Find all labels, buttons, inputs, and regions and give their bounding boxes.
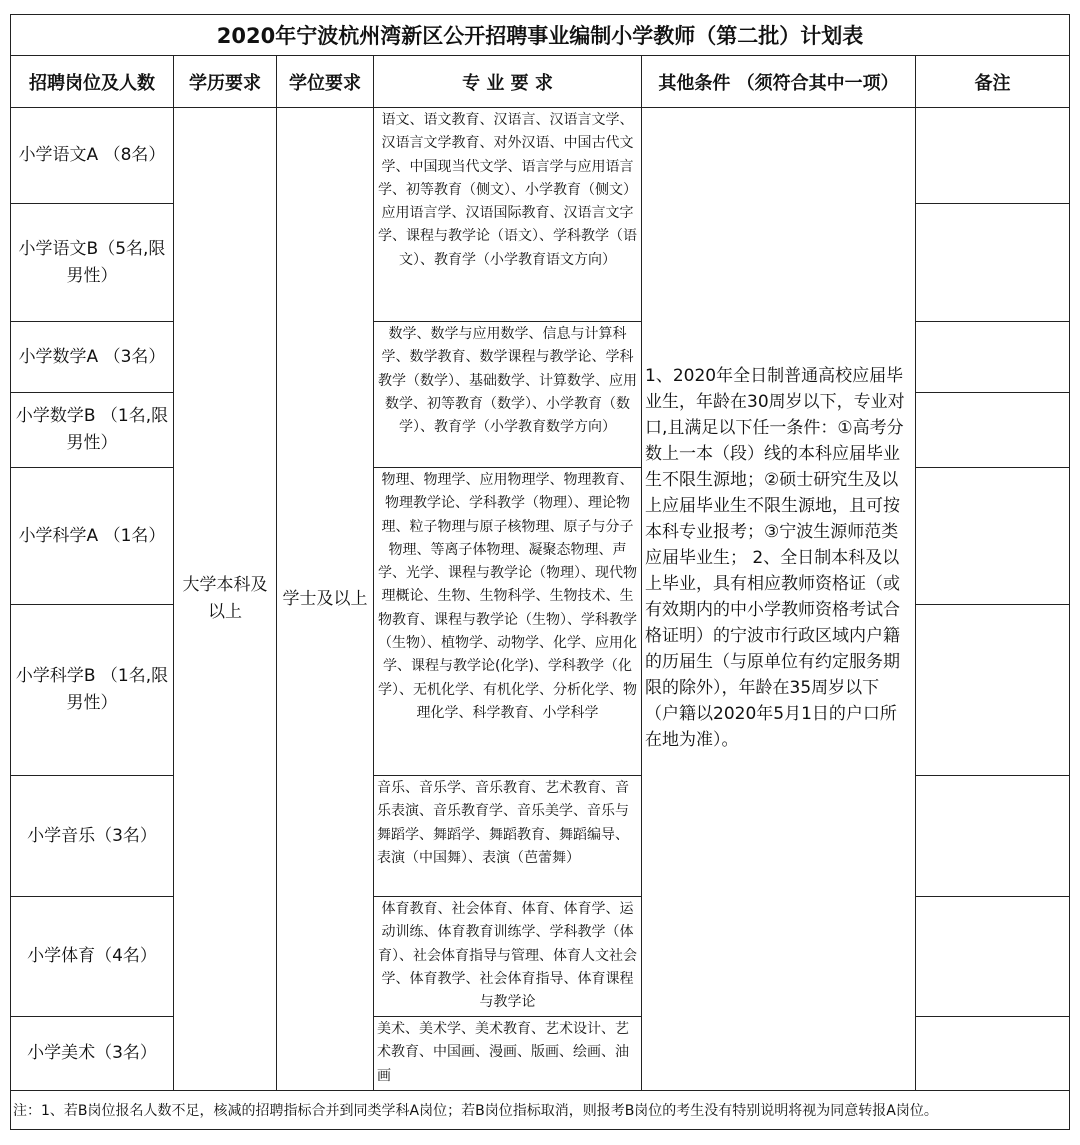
degree-requirement: 学士及以上 (277, 108, 374, 1091)
position-chinese-b: 小学语文B（5名,限男性） (11, 204, 174, 322)
position-music: 小学音乐（3名） (11, 776, 174, 897)
position-science-b: 小学科学B （1名,限男性） (11, 605, 174, 776)
recruitment-plan-table (10, 14, 1070, 1130)
header-other-conditions: 其他条件 （须符合其中一项） (642, 56, 916, 108)
remark-cell (916, 393, 1070, 468)
position-math-b: 小学数学B （1名,限男性） (11, 393, 174, 468)
major-music: 音乐、音乐学、音乐教育、艺术教育、音乐表演、音乐教育学、音乐美学、音乐与舞蹈学、舞蹈学、舞蹈教育、舞蹈编导、表演（中国舞）、表演（芭蕾舞） (374, 776, 642, 897)
remark-cell (916, 322, 1070, 393)
table-title: 2020年宁波杭州湾新区公开招聘事业编制小学教师（第二批）计划表 (11, 15, 1070, 56)
other-conditions: 1、2020年全日制普通高校应届毕业生，年龄在30周岁以下，专业对口,且满足以下任一条件：①高考分数上一本（段）线的本科应届毕业生不限生源地；②硕士研究生及以上应届毕业生不限生源地，且可按本科专业报考；③宁波生源师范类应届毕业生； 2、全日制本科及以上毕业，具有相应教师资格证（或有效期内的中小学教师资格考试合格证明）的宁波市行政区域内户籍的历届生（与原单位有约定服务期限的除外），年龄在35周岁以下（户籍以2020年5月1日的户口所在地为准）。 (642, 108, 916, 1091)
remark-cell (916, 605, 1070, 776)
position-chinese-a: 小学语文A （8名） (11, 108, 174, 204)
position-math-a: 小学数学A （3名） (11, 322, 174, 393)
header-education: 学历要求 (174, 56, 277, 108)
position-science-a: 小学科学A （1名） (11, 468, 174, 605)
major-math: 数学、数学与应用数学、信息与计算科学、数学教育、数学课程与教学论、学科教学（数学）、基础数学、计算数学、应用数学、初等教育（数学）、小学教育（数学）、教育学（小学教育数学方向） (374, 322, 642, 468)
major-science: 物理、物理学、应用物理学、物理教育、物理教学论、学科教学（物理）、理论物理、粒子物理与原子核物理、原子与分子物理、等离子体物理、凝聚态物理、声学、光学、课程与教学论（物理）、现代物理概论、生物、生物科学、生物技术、生物教育、课程与教学论（生物）、学科教学（生物）、植物学、动物学、化学、应用化学、课程与教学论(化学)、学科教学（化学）、无机化学、有机化学、分析化学、物理化学、科学教育、小学科学 (374, 468, 642, 776)
header-degree: 学位要求 (277, 56, 374, 108)
education-requirement: 大学本科及以上 (174, 108, 277, 1091)
plan-document (10, 14, 1069, 1130)
position-pe: 小学体育（4名） (11, 897, 174, 1017)
remark-cell (916, 108, 1070, 204)
position-art: 小学美术（3名） (11, 1017, 174, 1091)
remark-cell (916, 468, 1070, 605)
major-chinese: 语文、语文教育、汉语言、汉语言文学、汉语言文学教育、对外汉语、中国古代文学、中国现当代文学、语言学与应用语言学、初等教育（侧文）、小学教育（侧文）应用语言学、汉语国际教育、汉语言文字学、课程与教学论（语文）、学科教学（语文）、教育学（小学教育语文方向） (374, 108, 642, 322)
header-position: 招聘岗位及人数 (11, 56, 174, 108)
remark-cell (916, 776, 1070, 897)
remark-cell (916, 1017, 1070, 1091)
major-art: 美术、美术学、美术教育、艺术设计、艺术教育、中国画、漫画、版画、绘画、油画 (374, 1017, 642, 1091)
major-pe: 体育教育、社会体育、体育、体育学、运动训练、体育教育训练学、学科教学（体育）、社会体育指导与管理、体育人文社会学、体育教学、社会体育指导、体育课程与教学论 (374, 897, 642, 1017)
header-major: 专 业 要 求 (374, 56, 642, 108)
header-remark: 备注 (916, 56, 1070, 108)
remark-cell (916, 204, 1070, 322)
footnote: 注：1、若B岗位报名人数不足，核减的招聘指标合并到同类学科A岗位；若B岗位指标取消，则报考B岗位的考生没有特别说明将视为同意转报A岗位。 (11, 1091, 1070, 1130)
remark-cell (916, 897, 1070, 1017)
